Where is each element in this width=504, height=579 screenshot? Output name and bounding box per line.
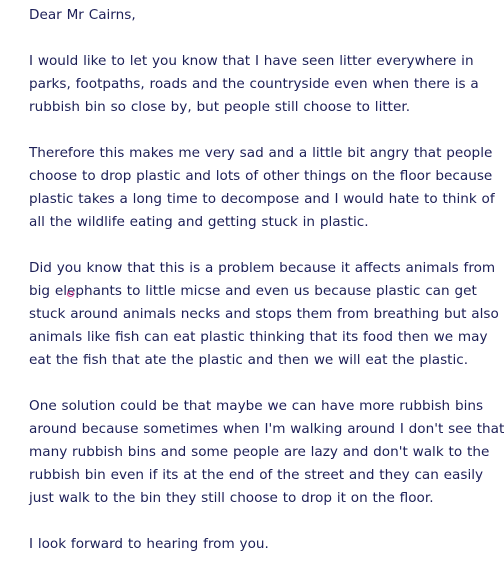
closing-paragraph xyxy=(29,533,491,556)
paragraph-3-line-5: eat the fish that ate the plastic and then we will eat the plastic. xyxy=(29,352,469,368)
paragraph-3-line-3: stuck around animals necks and stops them from breathing but also xyxy=(29,306,499,322)
paragraph-1-line-3: rubbish bin so close by, but people still choose to litter. xyxy=(29,99,411,115)
paragraph-3-line-4: animals like fish can eat plastic thinking that its food then we may xyxy=(29,329,488,345)
paragraph-4-line-4: rubbish bin even if its at the end of the street and they can easily xyxy=(29,467,484,483)
salutation: Dear Mr Cairns, xyxy=(29,7,136,23)
closing-line: I look forward to hearing from you. xyxy=(29,536,269,552)
letter-body xyxy=(29,4,504,579)
paragraph-2-line-1: Therefore this makes me very sad and a little bit angry that people xyxy=(29,145,493,161)
paragraph-1-line-1: I would like to let you know that I have seen litter everywhere in xyxy=(29,53,474,69)
paragraph-1 xyxy=(29,50,491,119)
paragraph-2-line-2: choose to drop plastic and lots of other things on the floor because xyxy=(29,168,493,184)
paragraph-4-line-1: One solution could be that maybe we can have more rubbish bins xyxy=(29,398,484,414)
paragraph-3-line-1: Did you know that this is a problem because it affects animals from xyxy=(29,260,496,276)
paragraph-3-line-2: big elephants to little micse and even us because plastic can get xyxy=(29,280,491,303)
paragraph-4-line-3: many rubbish bins and some people are lazy and don't walk to the xyxy=(29,444,490,460)
paragraph-2 xyxy=(29,142,495,234)
paragraph-4-line-5: just walk to the bin they still choose to drop it on the floor. xyxy=(29,490,434,506)
paragraph-4 xyxy=(29,395,504,510)
paragraph-2-line-3: plastic takes a long time to decompose and I would hate to think of xyxy=(29,191,495,207)
paragraph-4-line-2: around because sometimes when I'm walking around I don't see that xyxy=(29,421,504,437)
paragraph-3 xyxy=(29,257,499,372)
paragraph-1-line-2: parks, footpaths, roads and the countryside even when there is a xyxy=(29,76,479,92)
paragraph-2-line-4: all the wildlife eating and getting stuck in plastic. xyxy=(29,214,369,230)
